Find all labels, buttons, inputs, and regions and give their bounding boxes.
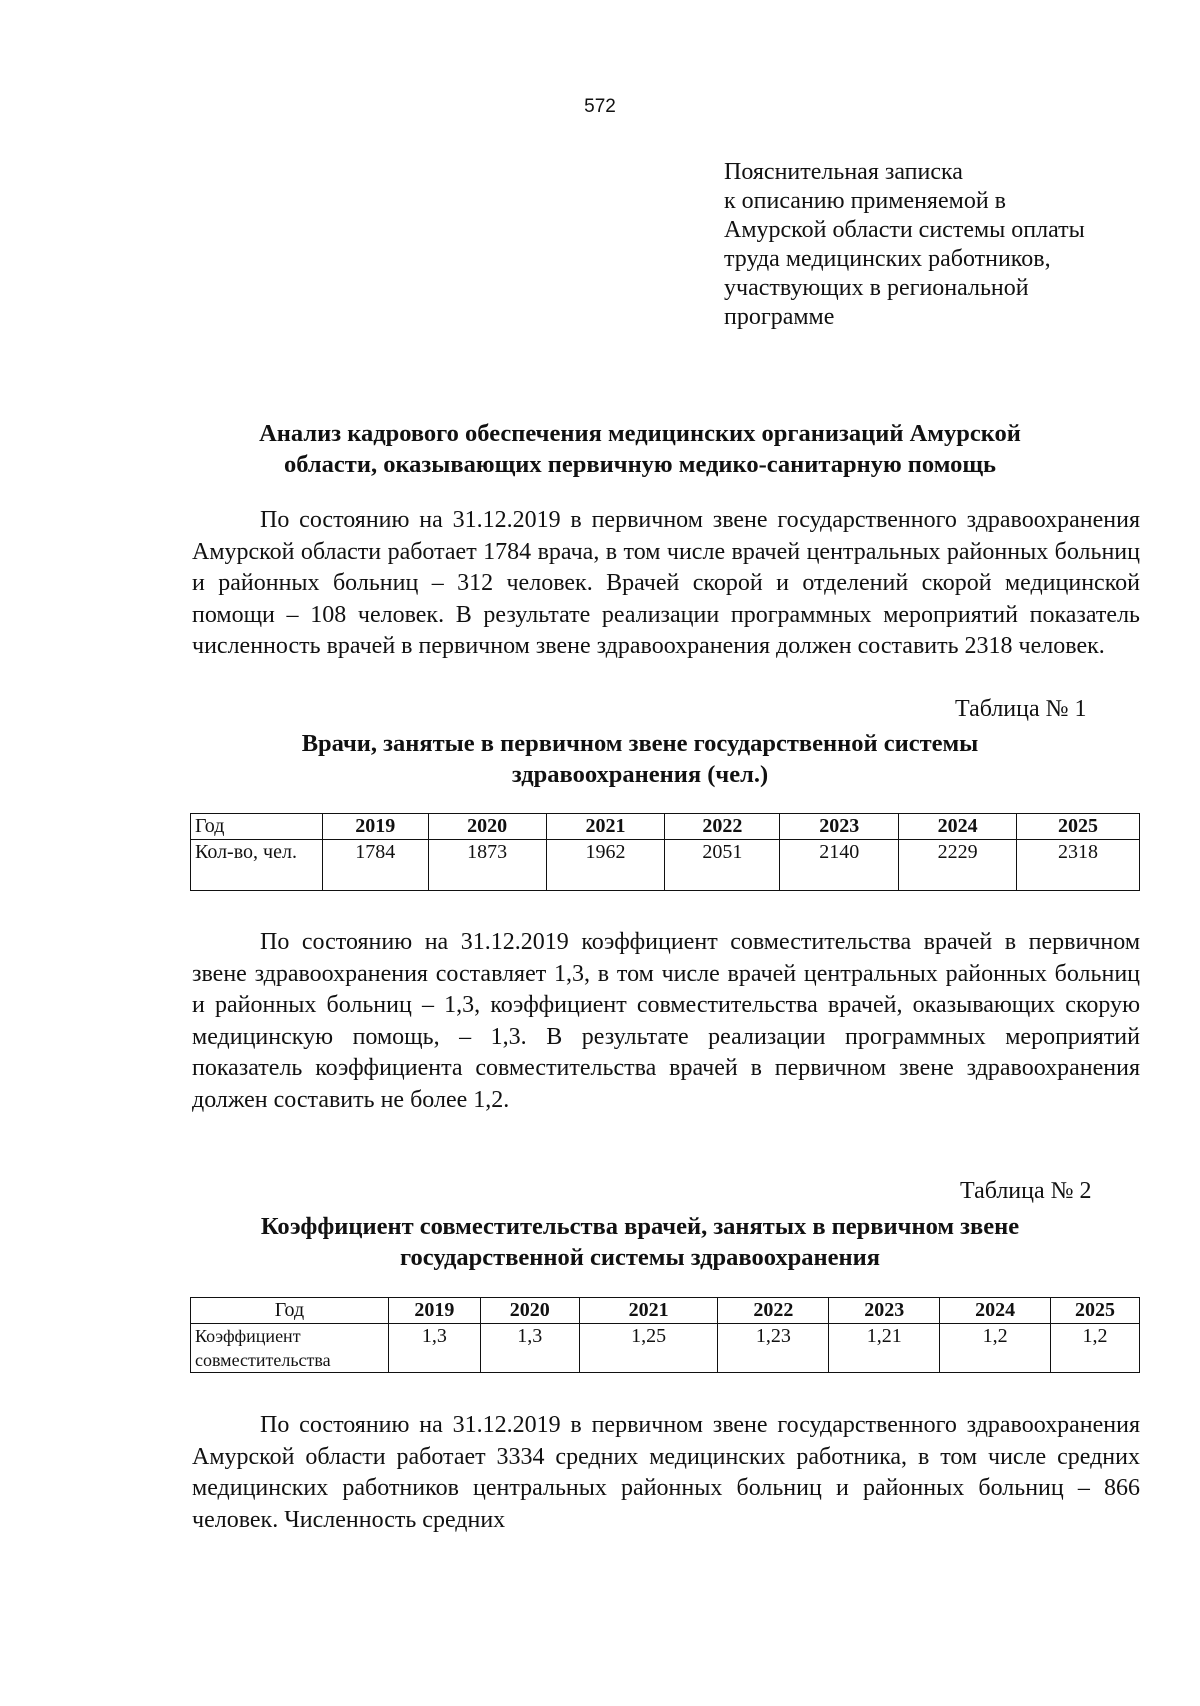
note-line: Пояснительная записка (724, 159, 963, 185)
value-cell: 1,2 (940, 1324, 1051, 1373)
year-header-cell: 2025 (1017, 814, 1140, 840)
section-title-line: Анализ кадрового обеспечения медицинских организаций Амурской (259, 420, 1021, 447)
year-header-cell: 2022 (665, 814, 780, 840)
year-header-cell: 2019 (388, 1298, 480, 1324)
year-header-cell: 2020 (428, 814, 546, 840)
value-cell: 1,21 (829, 1324, 940, 1373)
table2-title-line: государственной системы здравоохранения (400, 1244, 880, 1271)
page-number: 572 (584, 96, 616, 117)
year-header-cell: 2022 (718, 1298, 829, 1324)
note-line: программе (724, 304, 835, 330)
table-header-cell: Год (191, 814, 323, 840)
section-title (190, 418, 1090, 480)
table2-title-line: Коэффициент совместительства врачей, занятых в первичном звене (260, 1213, 1020, 1240)
value-cell: 1,23 (718, 1324, 829, 1373)
table-row (191, 840, 1140, 891)
note-line: к описанию применяемой в (724, 188, 1006, 214)
year-header-cell: 2025 (1051, 1298, 1140, 1324)
table-row (191, 1324, 1140, 1373)
note-line: труда медицинских работников, (724, 246, 1051, 272)
table2-title (190, 1211, 1090, 1273)
year-header-cell: 2023 (780, 814, 899, 840)
section-title-line: области, оказывающих первичную медико-санитарную помощь (284, 451, 996, 478)
table1-doctors (190, 813, 1140, 891)
table1-label: Таблица № 1 (955, 696, 1087, 722)
value-cell: 1,2 (1051, 1324, 1140, 1373)
value-cell: 1784 (322, 840, 428, 891)
note-line: Амурской области системы оплаты (724, 217, 1085, 243)
table1-title (190, 728, 1090, 790)
value-cell: 1873 (428, 840, 546, 891)
value-cell: 2140 (780, 840, 899, 891)
value-cell: 2318 (1017, 840, 1140, 891)
value-cell: 1,25 (579, 1324, 718, 1373)
row-label-cell: Коэффициент совместительства (191, 1324, 389, 1373)
table1-title-line: Врачи, занятые в первичном звене государственной системы (301, 730, 979, 757)
note-line: участвующих в региональной (724, 275, 1029, 301)
year-header-cell: 2024 (899, 814, 1017, 840)
year-header-cell: 2021 (579, 1298, 718, 1324)
row-label-cell: Кол-во, чел. (191, 840, 323, 891)
value-cell: 1,3 (480, 1324, 579, 1373)
table-header-cell: Год (191, 1298, 389, 1324)
value-cell: 2051 (665, 840, 780, 891)
year-header-cell: 2021 (546, 814, 665, 840)
value-cell: 1962 (546, 840, 665, 891)
table2-combination-ratio (190, 1297, 1140, 1373)
year-header-cell: 2019 (322, 814, 428, 840)
table-header-row (191, 1298, 1140, 1324)
value-cell: 2229 (899, 840, 1017, 891)
table1-title-line: здравоохранения (чел.) (511, 761, 769, 788)
table2-label: Таблица № 2 (960, 1178, 1092, 1204)
paragraph-combination-ratio: По состоянию на 31.12.2019 коэффициент совместительства врачей в первичном звене здравоохранения составляет 1,3, в том числе врачей центральных районных больниц и районных больниц – 1,3, коэффициент совместительства врачей, оказывающих скорую медицинскую помощь, – 1,3. В результате реализации программных мероприятий показатель коэффициента совместительства врачей в первичном звене здравоохранения должен составить не более 1,2. (192, 929, 1140, 1113)
year-header-cell: 2020 (480, 1298, 579, 1324)
paragraph-doctors-count: По состоянию на 31.12.2019 в первичном звене государственного здравоохранения Амурской области работает 1784 врача, в том числе врачей центральных районных больниц и районных больниц – 312 человек. Врачей скорой и отделений скорой медицинской помощи – 108 человек. В результате реализации программных мероприятий показатель численность врачей в первичном звене здравоохранения должен составить 2318 человек. (192, 507, 1140, 659)
paragraph-nurses-count: По состоянию на 31.12.2019 в первичном звене государственного здравоохранения Амурской области работает 3334 средних медицинских работника, в том числе средних медицинских работников центральных районных больниц и районных больниц – 866 человек. Численность средних (192, 1412, 1140, 1533)
explanatory-note-heading (724, 158, 1164, 332)
value-cell: 1,3 (388, 1324, 480, 1373)
year-header-cell: 2024 (940, 1298, 1051, 1324)
table-header-row (191, 814, 1140, 840)
year-header-cell: 2023 (829, 1298, 940, 1324)
